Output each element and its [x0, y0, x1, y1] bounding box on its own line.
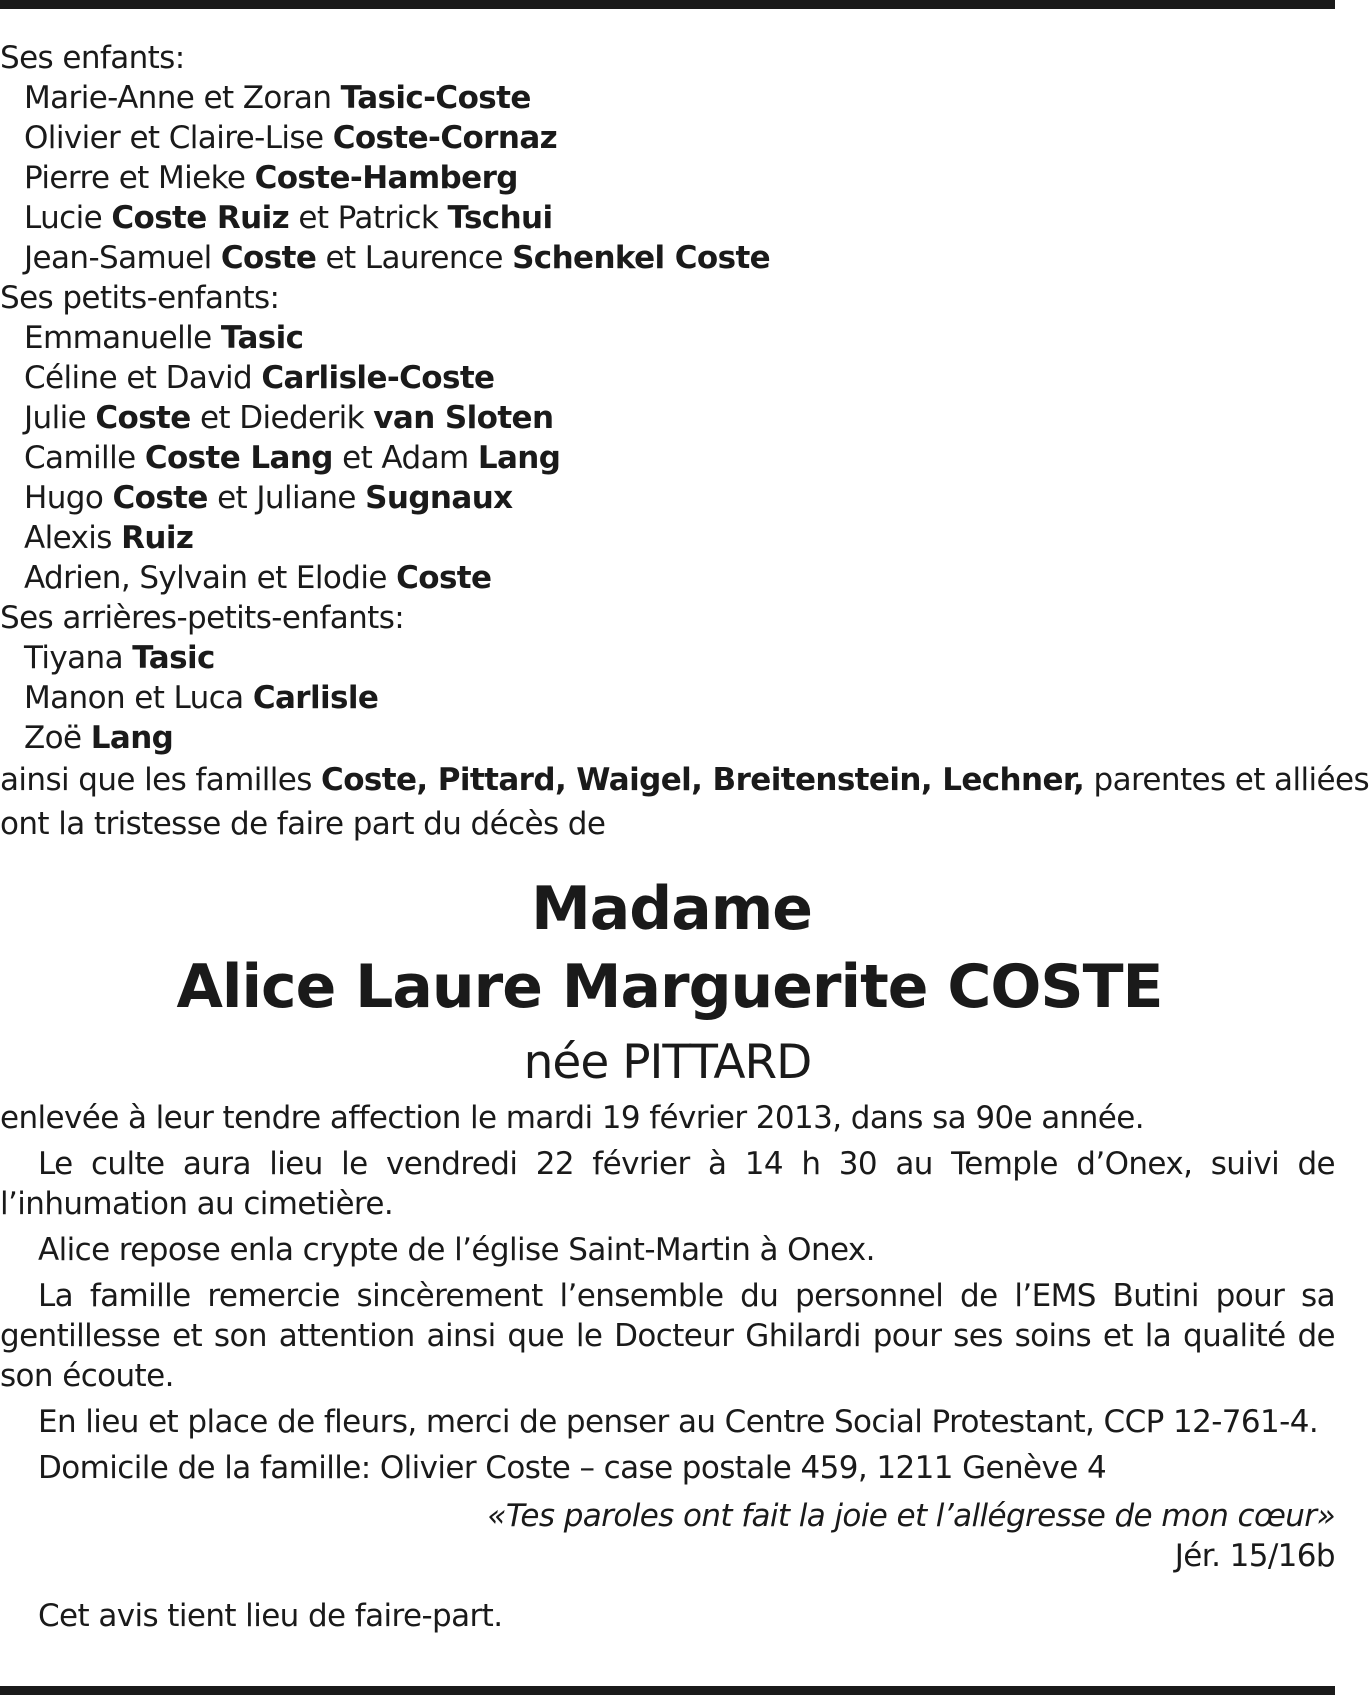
children-list — [0, 78, 1335, 278]
deceased-name: Alice Laure Marguerite COSTE — [176, 952, 1163, 1022]
family-member-line — [0, 678, 1335, 718]
family-given-names: et Laurence — [316, 240, 513, 276]
domicile-paragraph: Domicile de la famille: Olivier Coste – case postale 459, 1211 Genève 4 — [38, 1450, 1107, 1486]
family-given-names: et Patrick — [289, 200, 448, 236]
family-given-names: Zoë — [24, 720, 91, 756]
family-member-line — [0, 398, 1335, 438]
bottom-rule — [0, 1686, 1335, 1695]
bible-reference: Jér. 15/16b — [1174, 1538, 1335, 1574]
obituary-notice — [0, 38, 1369, 1636]
resting-paragraph: Alice repose enla crypte de l’église Saint-Martin à Onex. — [38, 1232, 875, 1268]
family-given-names: Céline et David — [24, 360, 262, 396]
family-member-line — [0, 478, 1335, 518]
top-rule — [0, 0, 1335, 9]
family-member-line — [0, 318, 1335, 358]
families-prefix: ainsi que les familles — [0, 762, 322, 798]
family-surname: van Sloten — [373, 400, 554, 436]
grandchildren-list — [0, 318, 1335, 598]
family-given-names: Olivier et Claire-Lise — [24, 120, 333, 156]
maiden-name: née PITTARD — [523, 1035, 812, 1090]
family-surname: Tschui — [447, 200, 553, 236]
bible-quote: «Tes paroles ont fait la joie et l’allégresse de mon cœur» — [487, 1498, 1335, 1534]
family-member-line — [0, 198, 1335, 238]
family-member-line — [0, 638, 1335, 678]
flowers-paragraph: En lieu et place de fleurs, merci de penser au Centre Social Protestant, CCP 12-761-4. — [38, 1404, 1319, 1440]
family-given-names: Camille — [24, 440, 145, 476]
grandchildren-heading: Ses petits-enfants: — [0, 280, 280, 316]
family-member-line — [0, 718, 1335, 758]
family-member-line — [0, 358, 1335, 398]
family-member-line — [0, 118, 1335, 158]
family-given-names: Tiyana — [24, 640, 133, 676]
salutation: Madame — [531, 874, 812, 944]
family-surname: Lang — [477, 440, 561, 476]
family-surname: Sugnaux — [365, 480, 513, 516]
families-suffix: parentes et alliées — [1084, 762, 1369, 798]
family-surname: Coste — [95, 400, 191, 436]
great-grandchildren-list — [0, 638, 1335, 758]
family-surname: Ruiz — [121, 520, 194, 556]
family-given-names: Lucie — [24, 200, 112, 236]
family-member-line — [0, 518, 1335, 558]
family-member-line — [0, 78, 1335, 118]
family-member-line — [0, 438, 1335, 478]
family-surname: Lang — [90, 720, 174, 756]
family-given-names: Marie-Anne et Zoran — [24, 80, 341, 116]
family-given-names: Alexis — [24, 520, 122, 556]
family-surname: Tasic-Coste — [340, 80, 531, 116]
thanks-paragraph: La famille remercie sincèrement l’ensemble du personnel de l’EMS Butini pour sa gentillesse et son attention ainsi que le Docteur Ghilardi pour ses soins et la qualité de son écoute. — [0, 1278, 1335, 1394]
service-paragraph: Le culte aura lieu le vendredi 22 février à 14 h 30 au Temple d’Onex, suivi de l’inhumation au cimetière. — [0, 1146, 1335, 1222]
family-surname: Coste — [112, 480, 208, 516]
closing-note: Cet avis tient lieu de faire-part. — [38, 1598, 503, 1634]
family-given-names: Hugo — [24, 480, 113, 516]
family-given-names: Manon et Luca — [24, 680, 253, 716]
family-given-names: Pierre et Mieke — [24, 160, 255, 196]
family-given-names: Jean-Samuel — [24, 240, 221, 276]
death-paragraph: enlevée à leur tendre affection le mardi 19 février 2013, dans sa 90e année. — [0, 1100, 1144, 1136]
family-member-line — [0, 238, 1335, 278]
family-given-names: Julie — [24, 400, 96, 436]
family-surname: Coste Ruiz — [111, 200, 290, 236]
family-surname: Carlisle — [252, 680, 379, 716]
family-surname: Coste — [220, 240, 317, 276]
family-surname: Coste Lang — [144, 440, 333, 476]
announce-line: ont la tristesse de faire part du décès de — [0, 806, 606, 842]
families-line — [0, 758, 1369, 802]
family-given-names: et Adam — [332, 440, 478, 476]
family-given-names: et Juliane — [207, 480, 366, 516]
family-surname: Coste-Hamberg — [254, 160, 518, 196]
family-member-line — [0, 158, 1335, 198]
family-given-names: et Diederik — [190, 400, 374, 436]
family-surname: Tasic — [132, 640, 215, 676]
family-surname: Schenkel Coste — [512, 240, 771, 276]
family-surname: Tasic — [220, 320, 304, 356]
family-member-line — [0, 558, 1335, 598]
family-given-names: Adrien, Sylvain et Elodie — [24, 560, 397, 596]
family-surname: Coste — [396, 560, 492, 596]
family-surname: Coste-Cornaz — [332, 120, 558, 156]
great-grandchildren-heading: Ses arrières-petits-enfants: — [0, 600, 405, 636]
family-surname: Carlisle-Coste — [261, 360, 495, 396]
children-heading: Ses enfants: — [0, 40, 185, 76]
families-names: Coste, Pittard, Waigel, Breitenstein, Lechner, — [321, 762, 1085, 798]
family-given-names: Emmanuelle — [24, 320, 221, 356]
